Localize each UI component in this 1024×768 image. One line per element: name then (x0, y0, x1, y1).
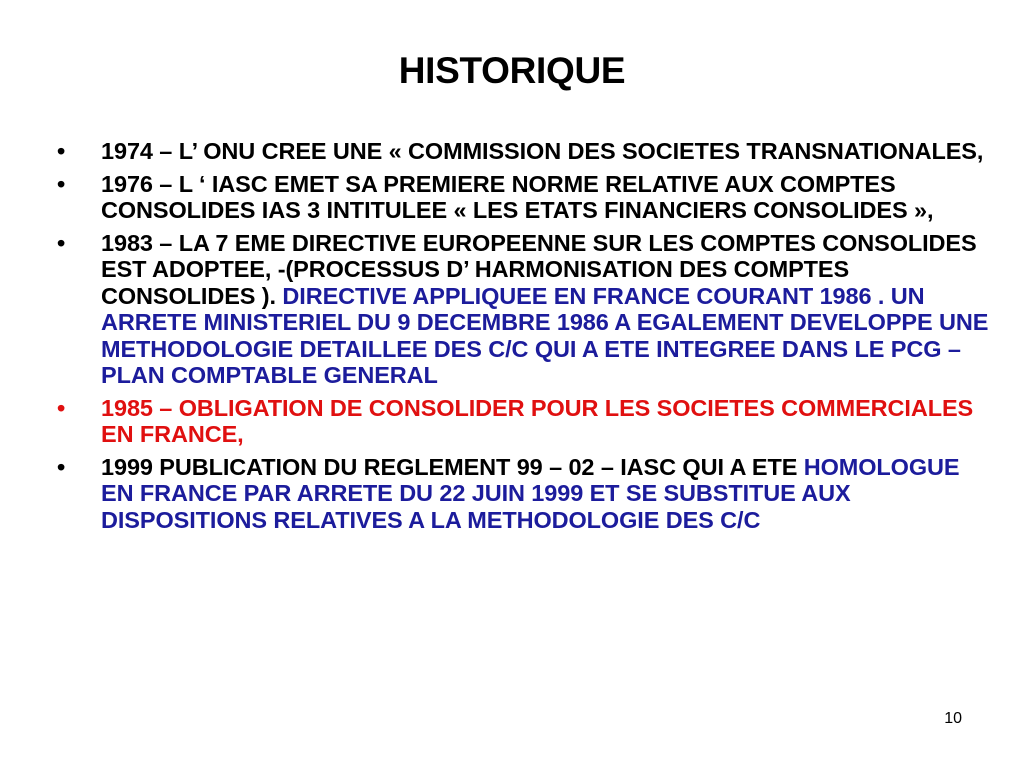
bullet-item-1999 (57, 454, 992, 534)
bullet-text-blue: DIRECTIVE APPLIQUEE EN FRANCE COURANT 1986 . UN ARRETE MINISTERIEL DU 9 DECEMBRE 1986 A EGALEMENT DEVELOPPE UNE METHODOLOGIE DETAILLEE DES C/C QUI A ETE INTEGREE DANS LE PCG – PLAN COMPTABLE GENERAL (101, 282, 989, 388)
bullet-item-1976 (57, 171, 992, 224)
bullet-icon: • (57, 453, 66, 480)
bullet-text: 1976 – L ‘ IASC EMET SA PREMIERE NORME RELATIVE AUX COMPTES CONSOLIDES IAS 3 INTITULEE « LES ETATS FINANCIERS CONSOLIDES », (101, 170, 934, 223)
slide-title: HISTORIQUE (398, 50, 626, 91)
bullet-icon: • (57, 394, 66, 421)
bullet-text-black: 1983 – LA 7 EME DIRECTIVE EUROPEENNE SUR LES COMPTES CONSOLIDES EST ADOPTEE, -(PROCESSUS D’ HARMONISATION DES COMPTES CONSOLIDES ). (101, 229, 977, 309)
bullet-text-red: 1985 – OBLIGATION DE CONSOLIDER POUR LES SOCIETES COMMERCIALES EN FRANCE, (101, 394, 974, 447)
bullet-item-1985 (57, 395, 992, 448)
bullet-text: 1974 – L’ ONU CREE UNE « COMMISSION DES SOCIETES TRANSNATIONALES, (101, 138, 984, 164)
bullet-item-1983 (57, 230, 992, 389)
bullet-list (57, 138, 992, 539)
bullet-text-blue: HOMOLOGUE EN FRANCE PAR ARRETE DU 22 JUIN 1999 ET SE SUBSTITUE AUX DISPOSITIONS RELATIVES A LA METHODOLOGIE DES C/C (101, 453, 960, 533)
page-number: 10 (944, 710, 962, 727)
bullet-icon: • (57, 229, 66, 256)
bullet-item-1974 (57, 138, 992, 165)
bullet-icon: • (57, 138, 66, 164)
bullet-icon: • (57, 170, 66, 197)
bullet-text-black: 1999 PUBLICATION DU REGLEMENT 99 – 02 – IASC QUI A ETE (101, 453, 798, 480)
